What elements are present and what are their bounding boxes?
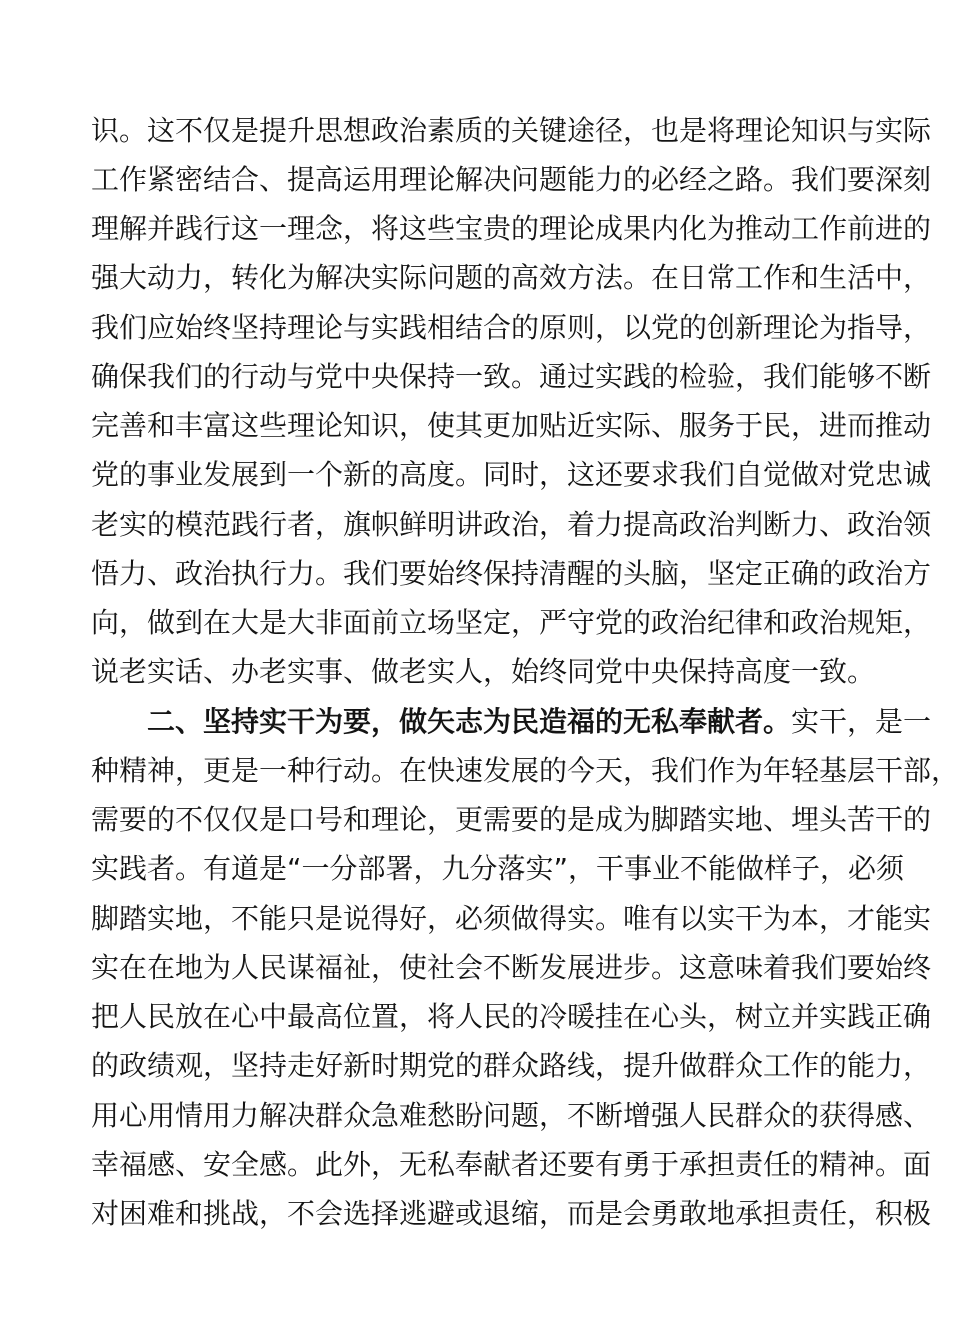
paragraph-1-line-1: 识。这不仅是提升思想政治素质的关键途径，也是将理论知识与实际 <box>91 114 932 147</box>
paragraph-1-line-8: 党的事业发展到一个新的高度。同时，这还要求我们自觉做对党忠诚 <box>91 458 932 491</box>
paragraph-2-line-6: 实在在地为人民谋福祉，使社会不断发展进步。这意味着我们要始终 <box>91 951 932 984</box>
paragraph-1-line-5: 我们应始终坚持理论与实践相结合的原则，以党的创新理论为指导， <box>91 311 932 344</box>
paragraph-2-line-7: 把人民放在心中最高位置，将人民的冷暖挂在心头，树立并实践正确 <box>91 1000 932 1033</box>
paragraph-2-first-line <box>147 697 932 746</box>
paragraph-1-line-3: 理解并践行这一理念，将这些宝贵的理论成果内化为推动工作前进的 <box>91 212 932 245</box>
paragraph-2-line-9: 用心用情用力解决群众急难愁盼问题，不断增强人民群众的获得感、 <box>91 1099 932 1132</box>
paragraph-1-line-6: 确保我们的行动与党中央保持一致。通过实践的检验，我们能够不断 <box>91 360 932 393</box>
paragraph-1-line-9: 老实的模范践行者，旗帜鲜明讲政治，着力提高政治判断力、政治领 <box>91 508 932 541</box>
paragraph-2-line-4: 实践者。有道是“一分部署，九分落实”，干事业不能做样子，必须 <box>91 852 905 885</box>
paragraph-1-line-10: 悟力、政治执行力。我们要始终保持清醒的头脑，坚定正确的政治方 <box>91 557 932 590</box>
paragraph-2-line-11: 对困难和挑战，不会选择逃避或退缩，而是会勇敢地承担责任，积极 <box>91 1197 932 1230</box>
paragraph-2-line-10: 幸福感、安全感。此外，无私奉献者还要有勇于承担责任的精神。面 <box>91 1148 932 1181</box>
section-heading: 二、坚持实干为要，做矢志为民造福的无私奉献者。 <box>147 705 792 738</box>
paragraph-1-line-11: 向，做到在大是大非面前立场坚定，严守党的政治纪律和政治规矩， <box>91 606 932 639</box>
paragraph-1-line-12: 说老实话、办老实事、做老实人，始终同党中央保持高度一致。 <box>91 655 876 688</box>
paragraph-2-line-2: 种精神，更是一种行动。在快速发展的今天，我们作为年轻基层干部， <box>91 754 959 787</box>
paragraph-1-line-2: 工作紧密结合、提高运用理论解决问题能力的必经之路。我们要深刻 <box>91 163 932 196</box>
paragraph-2-first-line-rest: 实干，是一 <box>791 705 932 738</box>
paragraph-2-line-3: 需要的不仅仅是口号和理论，更需要的是成为脚踏实地、埋头苦干的 <box>91 803 932 836</box>
paragraph-1-line-7: 完善和丰富这些理论知识，使其更加贴近实际、服务于民，进而推动 <box>91 409 932 442</box>
paragraph-1-line-4: 强大动力，转化为解决实际问题的高效方法。在日常工作和生活中， <box>91 261 932 294</box>
paragraph-2-line-5: 脚踏实地，不能只是说得好，必须做得实。唯有以实干为本，才能实 <box>91 902 932 935</box>
paragraph-2-line-8: 的政绩观，坚持走好新时期党的群众路线，提升做群众工作的能力， <box>91 1049 932 1082</box>
